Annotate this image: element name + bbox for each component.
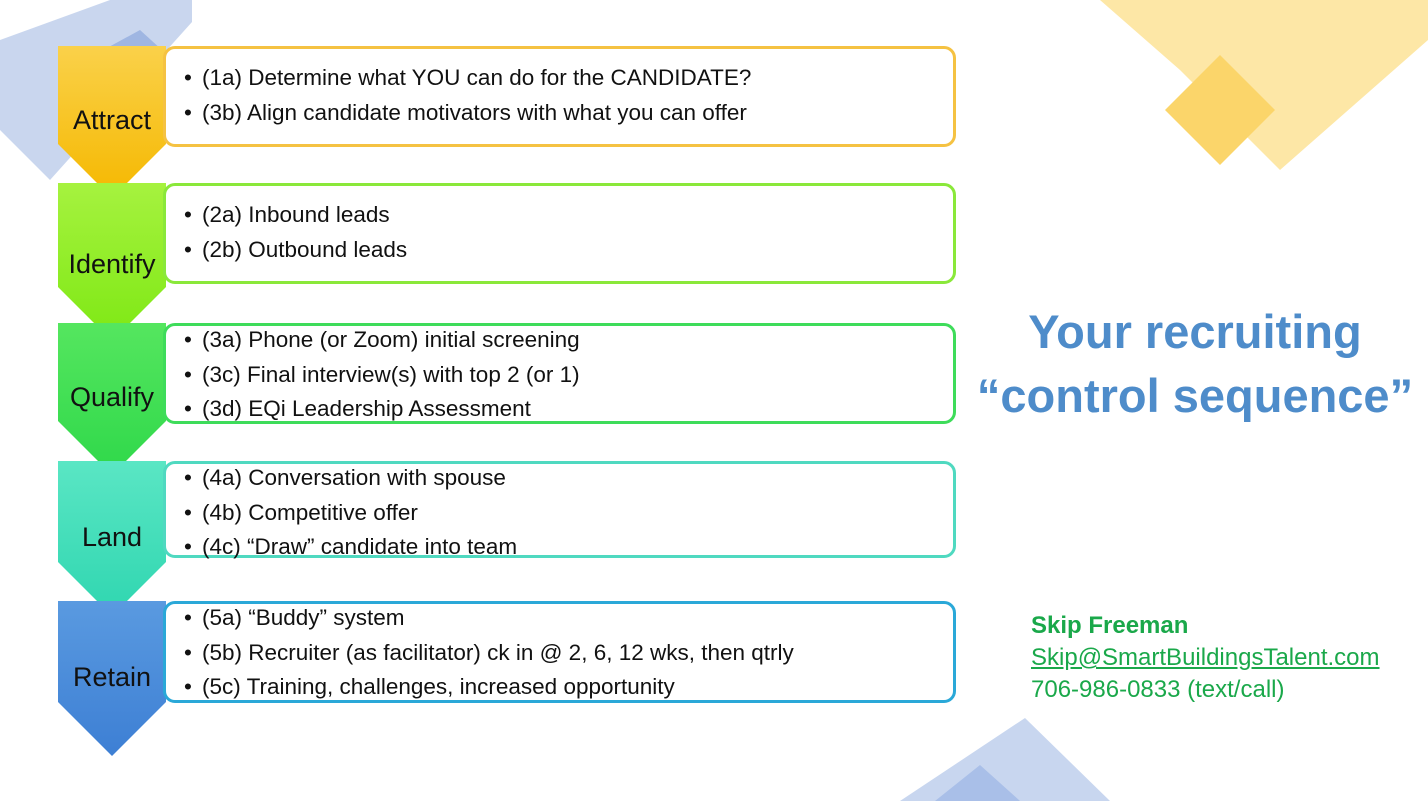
step-bullet-list — [166, 461, 953, 565]
contact-phone: 706-986-0833 (text/call) — [1031, 676, 1285, 703]
title-line-2: “control sequence” — [976, 369, 1414, 422]
list-item: • (3b) Align candidate motivators with what you can offer — [184, 96, 953, 131]
list-item: • (3a) Phone (or Zoom) initial screening — [184, 323, 953, 358]
step-label: Attract — [72, 105, 152, 135]
step-bullet-list — [166, 49, 953, 130]
step-bullet-list — [166, 601, 953, 705]
step-box-qualify — [163, 323, 956, 424]
contact-email-link[interactable]: Skip@SmartBuildingsTalent.com — [1031, 644, 1380, 671]
contact-block — [1031, 610, 1380, 706]
step-box-land — [163, 461, 956, 558]
list-item: • (5a) “Buddy” system — [184, 601, 953, 636]
list-item: • (4c) “Draw” candidate into team — [184, 530, 953, 565]
list-item: • (4a) Conversation with spouse — [184, 461, 953, 496]
step-bullet-list — [166, 323, 953, 427]
title-line-1: Your recruiting — [1028, 305, 1362, 358]
step-bullet-list — [166, 186, 953, 267]
list-item: • (3d) EQi Leadership Assessment — [184, 392, 953, 427]
slide-title — [975, 300, 1415, 428]
step-chevron-land — [58, 461, 166, 616]
step-box-retain — [163, 601, 956, 703]
step-label: Retain — [72, 662, 152, 692]
list-item: • (5c) Training, challenges, increased opportunity — [184, 670, 953, 705]
step-box-attract — [163, 46, 956, 147]
list-item: • (3c) Final interview(s) with top 2 (or 1) — [184, 358, 953, 393]
step-label: Qualify — [69, 382, 155, 412]
list-item: • (1a) Determine what YOU can do for the CANDIDATE? — [184, 61, 953, 96]
step-label: Identify — [68, 249, 156, 279]
step-chevron-qualify — [58, 323, 166, 475]
step-label: Land — [81, 522, 143, 552]
contact-name: Skip Freeman — [1031, 612, 1189, 639]
step-chevron-identify — [58, 183, 166, 341]
step-box-identify — [163, 183, 956, 284]
step-chevron-retain — [58, 601, 166, 756]
list-item: • (2a) Inbound leads — [184, 198, 953, 233]
step-chevron-attract — [58, 46, 166, 198]
list-item: • (5b) Recruiter (as facilitator) ck in @ 2, 6, 12 wks, then qtrly — [184, 636, 953, 671]
list-item: • (4b) Competitive offer — [184, 496, 953, 531]
list-item: • (2b) Outbound leads — [184, 233, 953, 268]
